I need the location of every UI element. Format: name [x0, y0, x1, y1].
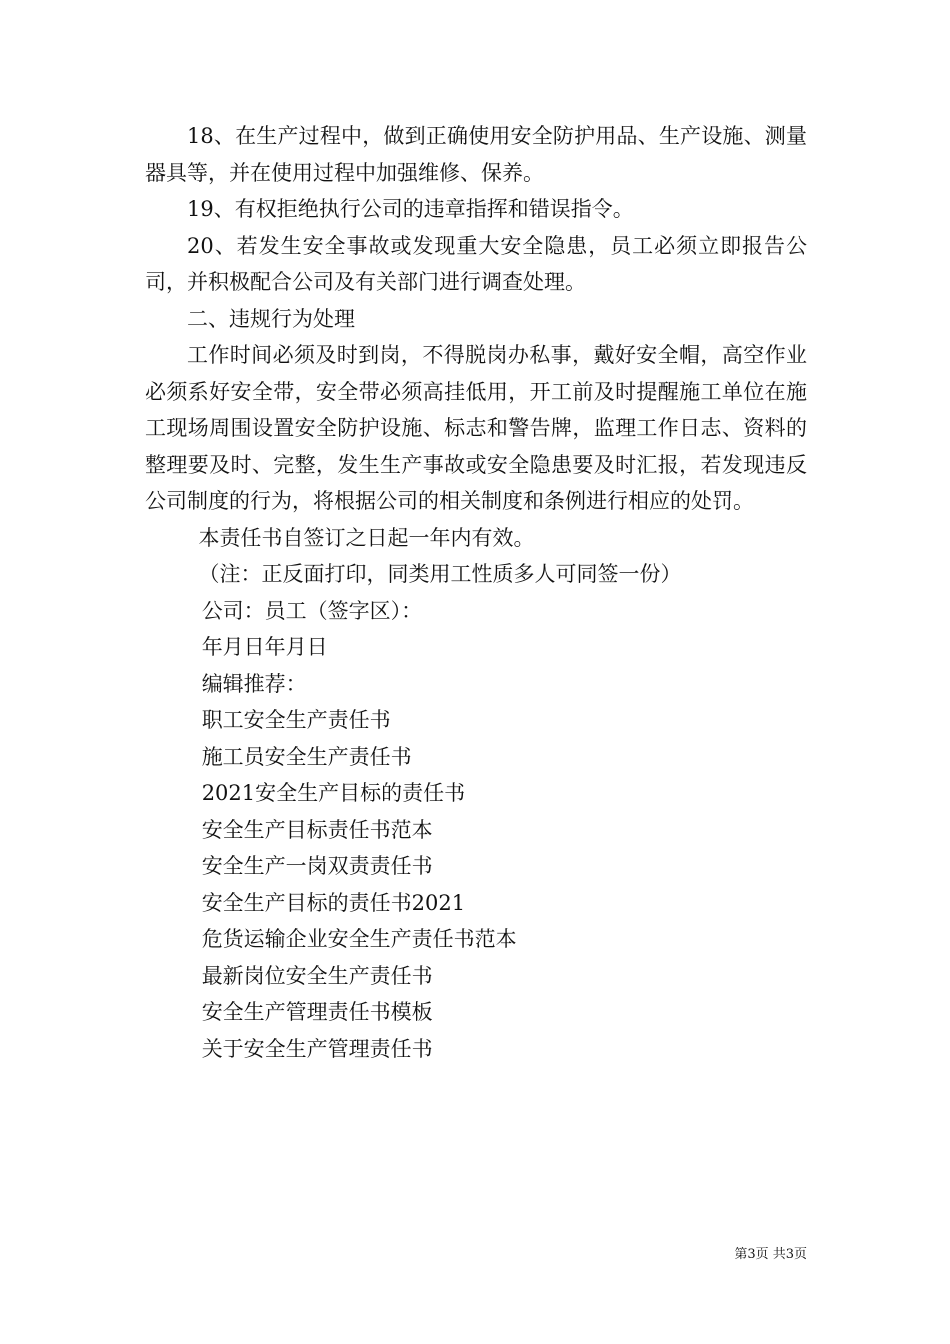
recommendation-item[interactable]: 施工员安全生产责任书 [201, 744, 412, 769]
validity-statement: 本责任书自签订之日起一年内有效。 [198, 525, 535, 550]
clause-19: 19、有权拒绝执行公司的违章指挥和错误指令。 [187, 197, 634, 221]
page-number-footer: 第3页 共3页 [734, 1247, 807, 1262]
signature-line: 公司：员工（签字区）： [201, 598, 423, 623]
recommendation-item[interactable]: 职工安全生产责任书 [201, 708, 391, 732]
recommendation-item[interactable]: 最新岗位安全生产责任书 [201, 963, 433, 988]
recommendation-item[interactable]: 2021安全生产目标的责任书 [201, 781, 466, 805]
recommendation-item[interactable]: 安全生产目标责任书范本 [201, 817, 433, 842]
violations-paragraph: 工作时间必须及时到岗，不得脱岗办私事，戴好安全帽，高空作业必须系好安全带，安全带必须高挂低用，开工前及时提醒施工单位在施工现场周围设置安全防护设施、标志和警告牌，监理工作日志、资料的整理要及时、完整，发生生产事故或安全隐患要及时汇报，若发现违反公司制度的行为，将根据公司的相关制度和条例进行相应的处罚。 [145, 343, 807, 513]
print-note: （注：正反面打印，同类用工性质多人可同签一份） [198, 562, 682, 586]
document-body [145, 118, 807, 1067]
clause-20: 20、若发生安全事故或发现重大安全隐患，员工必须立即报告公司，并积极配合公司及有关部门进行调查处理。 [145, 233, 807, 294]
clause-18: 18、在生产过程中，做到正确使用安全防护用品、生产设施、测量器具等，并在使用过程中加强维修、保养。 [145, 124, 807, 185]
date-line: 年月日年月日 [201, 635, 328, 659]
recommendation-item[interactable]: 关于安全生产管理责任书 [201, 1036, 433, 1061]
recommendation-item[interactable]: 安全生产管理责任书模板 [201, 1000, 433, 1024]
section-heading-violations: 二、违规行为处理 [187, 306, 355, 331]
recommendation-item[interactable]: 安全生产目标的责任书2021 [201, 890, 466, 915]
recommendation-item[interactable]: 危货运输企业安全生产责任书范本 [201, 927, 517, 951]
recommendation-item[interactable]: 安全生产一岗双责责任书 [201, 854, 433, 878]
recommendations-heading: 编辑推荐： [201, 671, 307, 696]
recommendation-list [145, 702, 807, 1067]
